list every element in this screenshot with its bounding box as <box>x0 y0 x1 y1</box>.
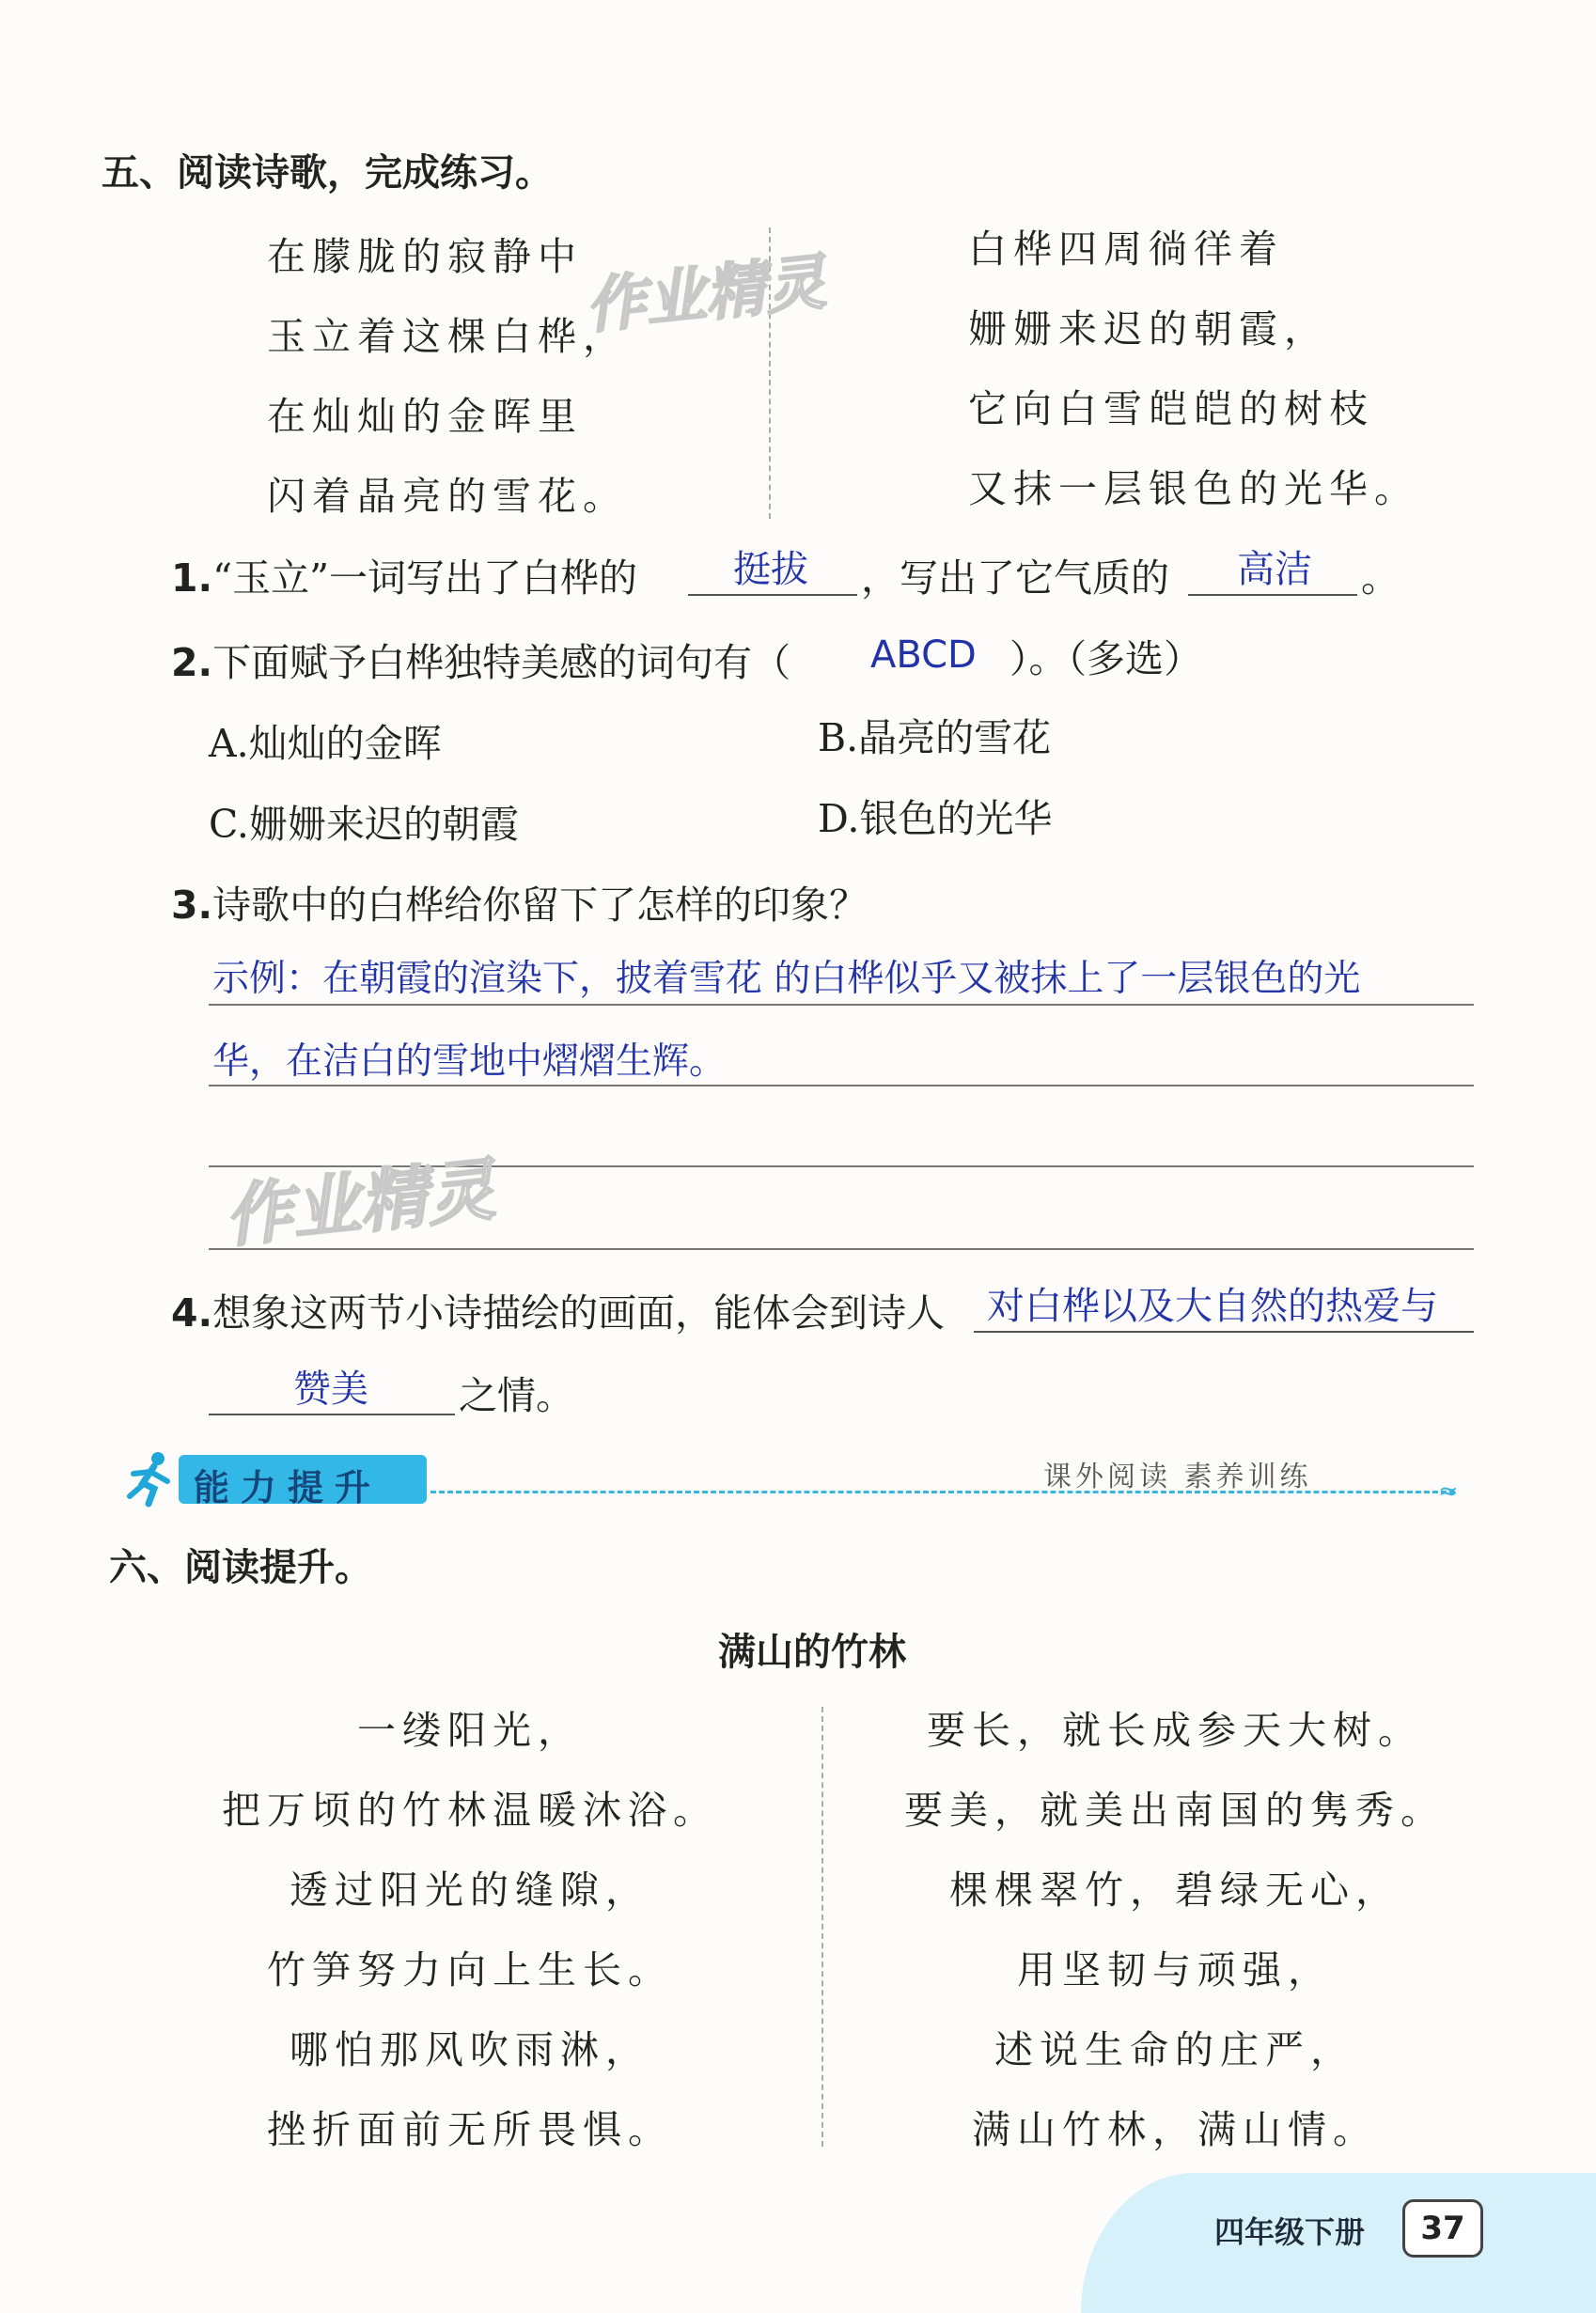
question-text: “玉立”一词写出了白桦的 <box>212 555 638 601</box>
question-text: 。 <box>1361 555 1400 601</box>
option-a[interactable]: A.灿灿的金晖 <box>209 721 442 766</box>
poem-line: 用坚韧与顽强， <box>1017 1947 1333 1993</box>
section-6-title: 六、阅读提升。 <box>109 1546 372 1589</box>
poem-line: 它向白雪皑皑的树枝 <box>968 386 1374 431</box>
banner-right-text: 课外阅读 素养训练 <box>1043 1461 1312 1493</box>
poem-line: 把万顷的竹林温暖沐浴。 <box>222 1788 718 1833</box>
poem-line: 一缕阳光， <box>357 1708 583 1753</box>
question-number: 3. <box>171 883 213 928</box>
poem-line: 玉立着这棵白桦， <box>267 314 628 359</box>
question-text: ，写出了它气质的 <box>861 555 1169 601</box>
poem-line: 哪怕那风吹雨淋， <box>289 2027 650 2072</box>
poem-line: 又抹一层银色的光华。 <box>968 466 1419 511</box>
question-text: 诗歌中的白桦给你留下了怎样的印象？ <box>212 883 868 928</box>
page-number: 37 <box>1402 2199 1483 2258</box>
poem-line: 满山竹林，满山情。 <box>972 2107 1378 2152</box>
answer-line <box>209 1004 1474 1006</box>
poem-line: 白桦四周徜徉着 <box>968 227 1284 272</box>
question-text: ）。（多选） <box>1009 636 1202 681</box>
answer-4a: 对白桦以及大自然的热爱与 <box>987 1285 1438 1328</box>
poem-line: 要美，就美出南国的隽秀。 <box>904 1788 1446 1833</box>
question-number: 2. <box>171 640 213 685</box>
poem-divider <box>821 1707 823 2147</box>
poem-line: 挫折面前无所畏惧。 <box>267 2107 673 2152</box>
watermark-logo: 作业精灵 <box>221 1149 499 1257</box>
answer-1b: 高洁 <box>1237 548 1312 591</box>
banner-wave-icon: ≈ <box>1438 1477 1459 1506</box>
watermark-logo: 作业精灵 <box>582 247 829 343</box>
answer-3-line-2: 华，在洁白的雪地中熠熠生辉。 <box>212 1040 727 1083</box>
answer-1a: 挺拔 <box>733 548 808 591</box>
question-text: 想象这两节小诗描绘的画面，能体会到诗人 <box>212 1290 946 1336</box>
poem-line: 在灿灿的金晖里 <box>267 394 583 439</box>
runner-icon <box>117 1447 179 1509</box>
question-3 <box>171 874 868 930</box>
question-1 <box>171 547 637 602</box>
poem-line: 要长，就长成参天大树。 <box>927 1708 1423 1753</box>
question-2 <box>171 632 790 687</box>
question-number: 4. <box>171 1290 213 1336</box>
poem-line: 闪着晶亮的雪花。 <box>267 474 628 519</box>
grade-label: 四年级下册 <box>1214 2214 1366 2250</box>
poem-line: 棵棵翠竹，碧绿无心， <box>949 1868 1400 1913</box>
poem-title: 满山的竹林 <box>718 1631 906 1674</box>
poem-line: 竹笋努力向上生长。 <box>267 1947 673 1993</box>
question-number: 1. <box>171 555 213 601</box>
option-b[interactable]: B.晶亮的雪花 <box>818 715 1052 760</box>
question-text: 下面赋予白桦独特美感的词句有（ <box>212 640 791 685</box>
answer-2: ABCD <box>870 633 977 677</box>
question-text: 之情。 <box>459 1373 574 1418</box>
poem-line: 在朦胧的寂静中 <box>267 234 583 279</box>
answer-line <box>209 1248 1474 1250</box>
poem-line: 姗姗来迟的朝霞， <box>968 306 1329 352</box>
answer-line <box>209 1085 1474 1086</box>
section-5-title: 五、阅读诗歌，完成练习。 <box>102 151 553 195</box>
poem-line: 述说生命的庄严， <box>994 2027 1355 2072</box>
option-c[interactable]: C.姗姗来迟的朝霞 <box>209 802 519 847</box>
poem-line: 透过阳光的缝隙， <box>289 1868 650 1913</box>
answer-3-line-1: 示例：在朝霞的渲染下，披着雪花 的白桦似乎又被抹上了一层银色的光 <box>212 958 1361 1000</box>
question-4 <box>171 1282 945 1337</box>
answer-4b: 赞美 <box>293 1367 368 1411</box>
option-d[interactable]: D.银色的光华 <box>818 796 1053 841</box>
banner-label: 能力提升 <box>194 1467 383 1508</box>
